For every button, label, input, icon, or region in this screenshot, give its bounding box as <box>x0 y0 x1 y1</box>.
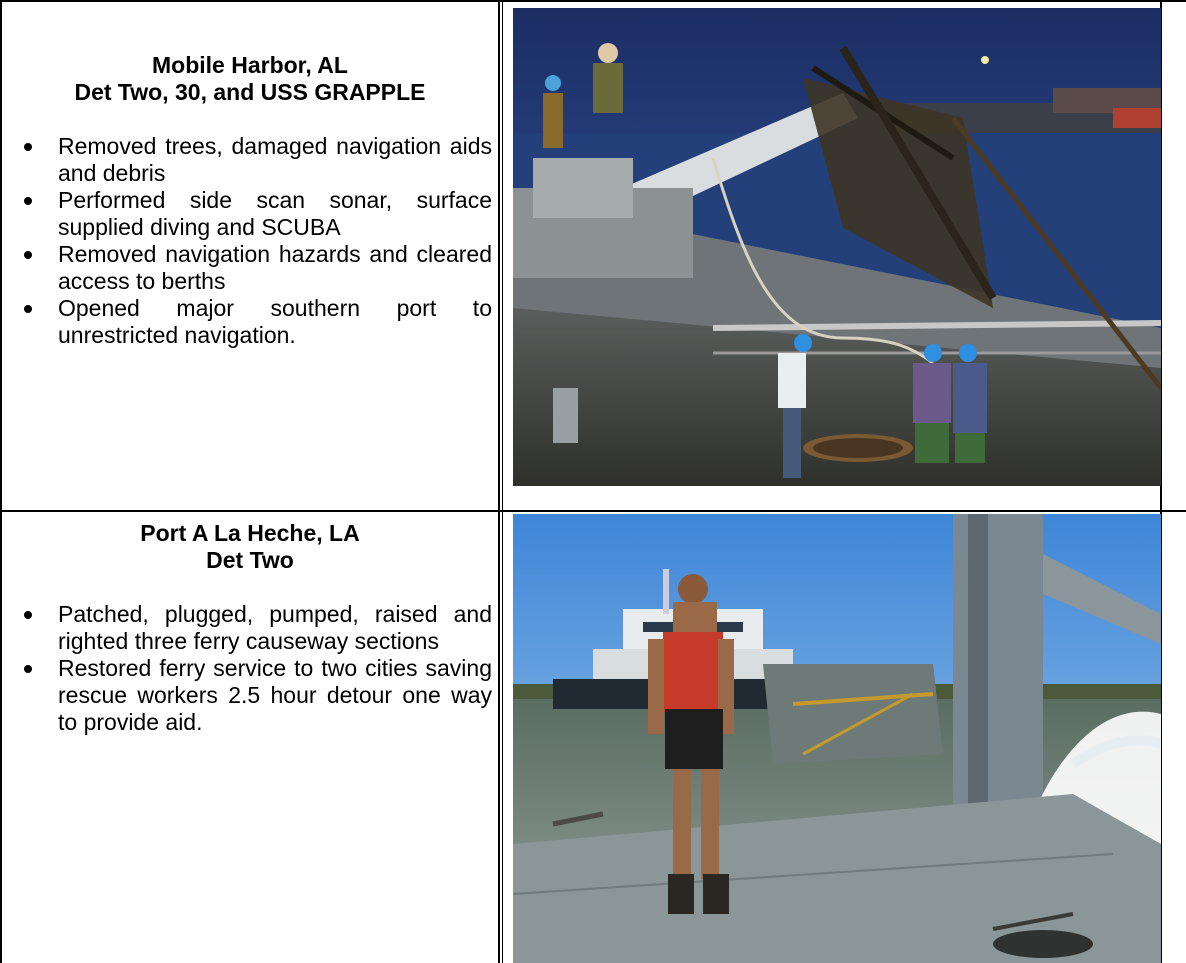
table-column-divider-inner <box>502 0 503 963</box>
bullet-icon <box>24 665 32 673</box>
bullet-icon <box>24 197 32 205</box>
bullet-icon <box>24 251 32 259</box>
bullet-icon <box>24 143 32 151</box>
table-row-divider <box>0 510 1186 512</box>
list-item: Restored ferry service to two cities saving rescue workers 2.5 hour detour one way to provide aid. <box>4 655 496 736</box>
section-heading <box>4 52 496 106</box>
heading-location: Mobile Harbor, AL <box>152 52 348 78</box>
heading-location: Port A La Heche, LA <box>140 520 360 546</box>
bullet-list <box>4 601 496 736</box>
list-item: Removed navigation hazards and cleared access to berths <box>4 241 496 295</box>
list-item: Opened major southern port to unrestricted navigation. <box>4 295 496 349</box>
section-mobile-harbor <box>4 52 496 349</box>
ferry-causeway-diver-photo <box>513 514 1161 963</box>
table-left-border <box>0 0 2 963</box>
section-heading <box>4 520 496 574</box>
table-top-border <box>0 0 1186 2</box>
crane-recovery-night-photo <box>513 8 1161 486</box>
list-item: Patched, plugged, pumped, raised and righted three ferry causeway sections <box>4 601 496 655</box>
heading-units: Det Two <box>206 547 294 573</box>
heading-units: Det Two, 30, and USS GRAPPLE <box>74 79 426 105</box>
list-item: Removed trees, damaged navigation aids and debris <box>4 133 496 187</box>
list-item: Performed side scan sonar, surface supplied diving and SCUBA <box>4 187 496 241</box>
bullet-icon <box>24 305 32 313</box>
bullet-icon <box>24 611 32 619</box>
bullet-list <box>4 133 496 349</box>
section-port-a-la-heche <box>4 520 496 736</box>
table-column-divider <box>498 0 500 963</box>
